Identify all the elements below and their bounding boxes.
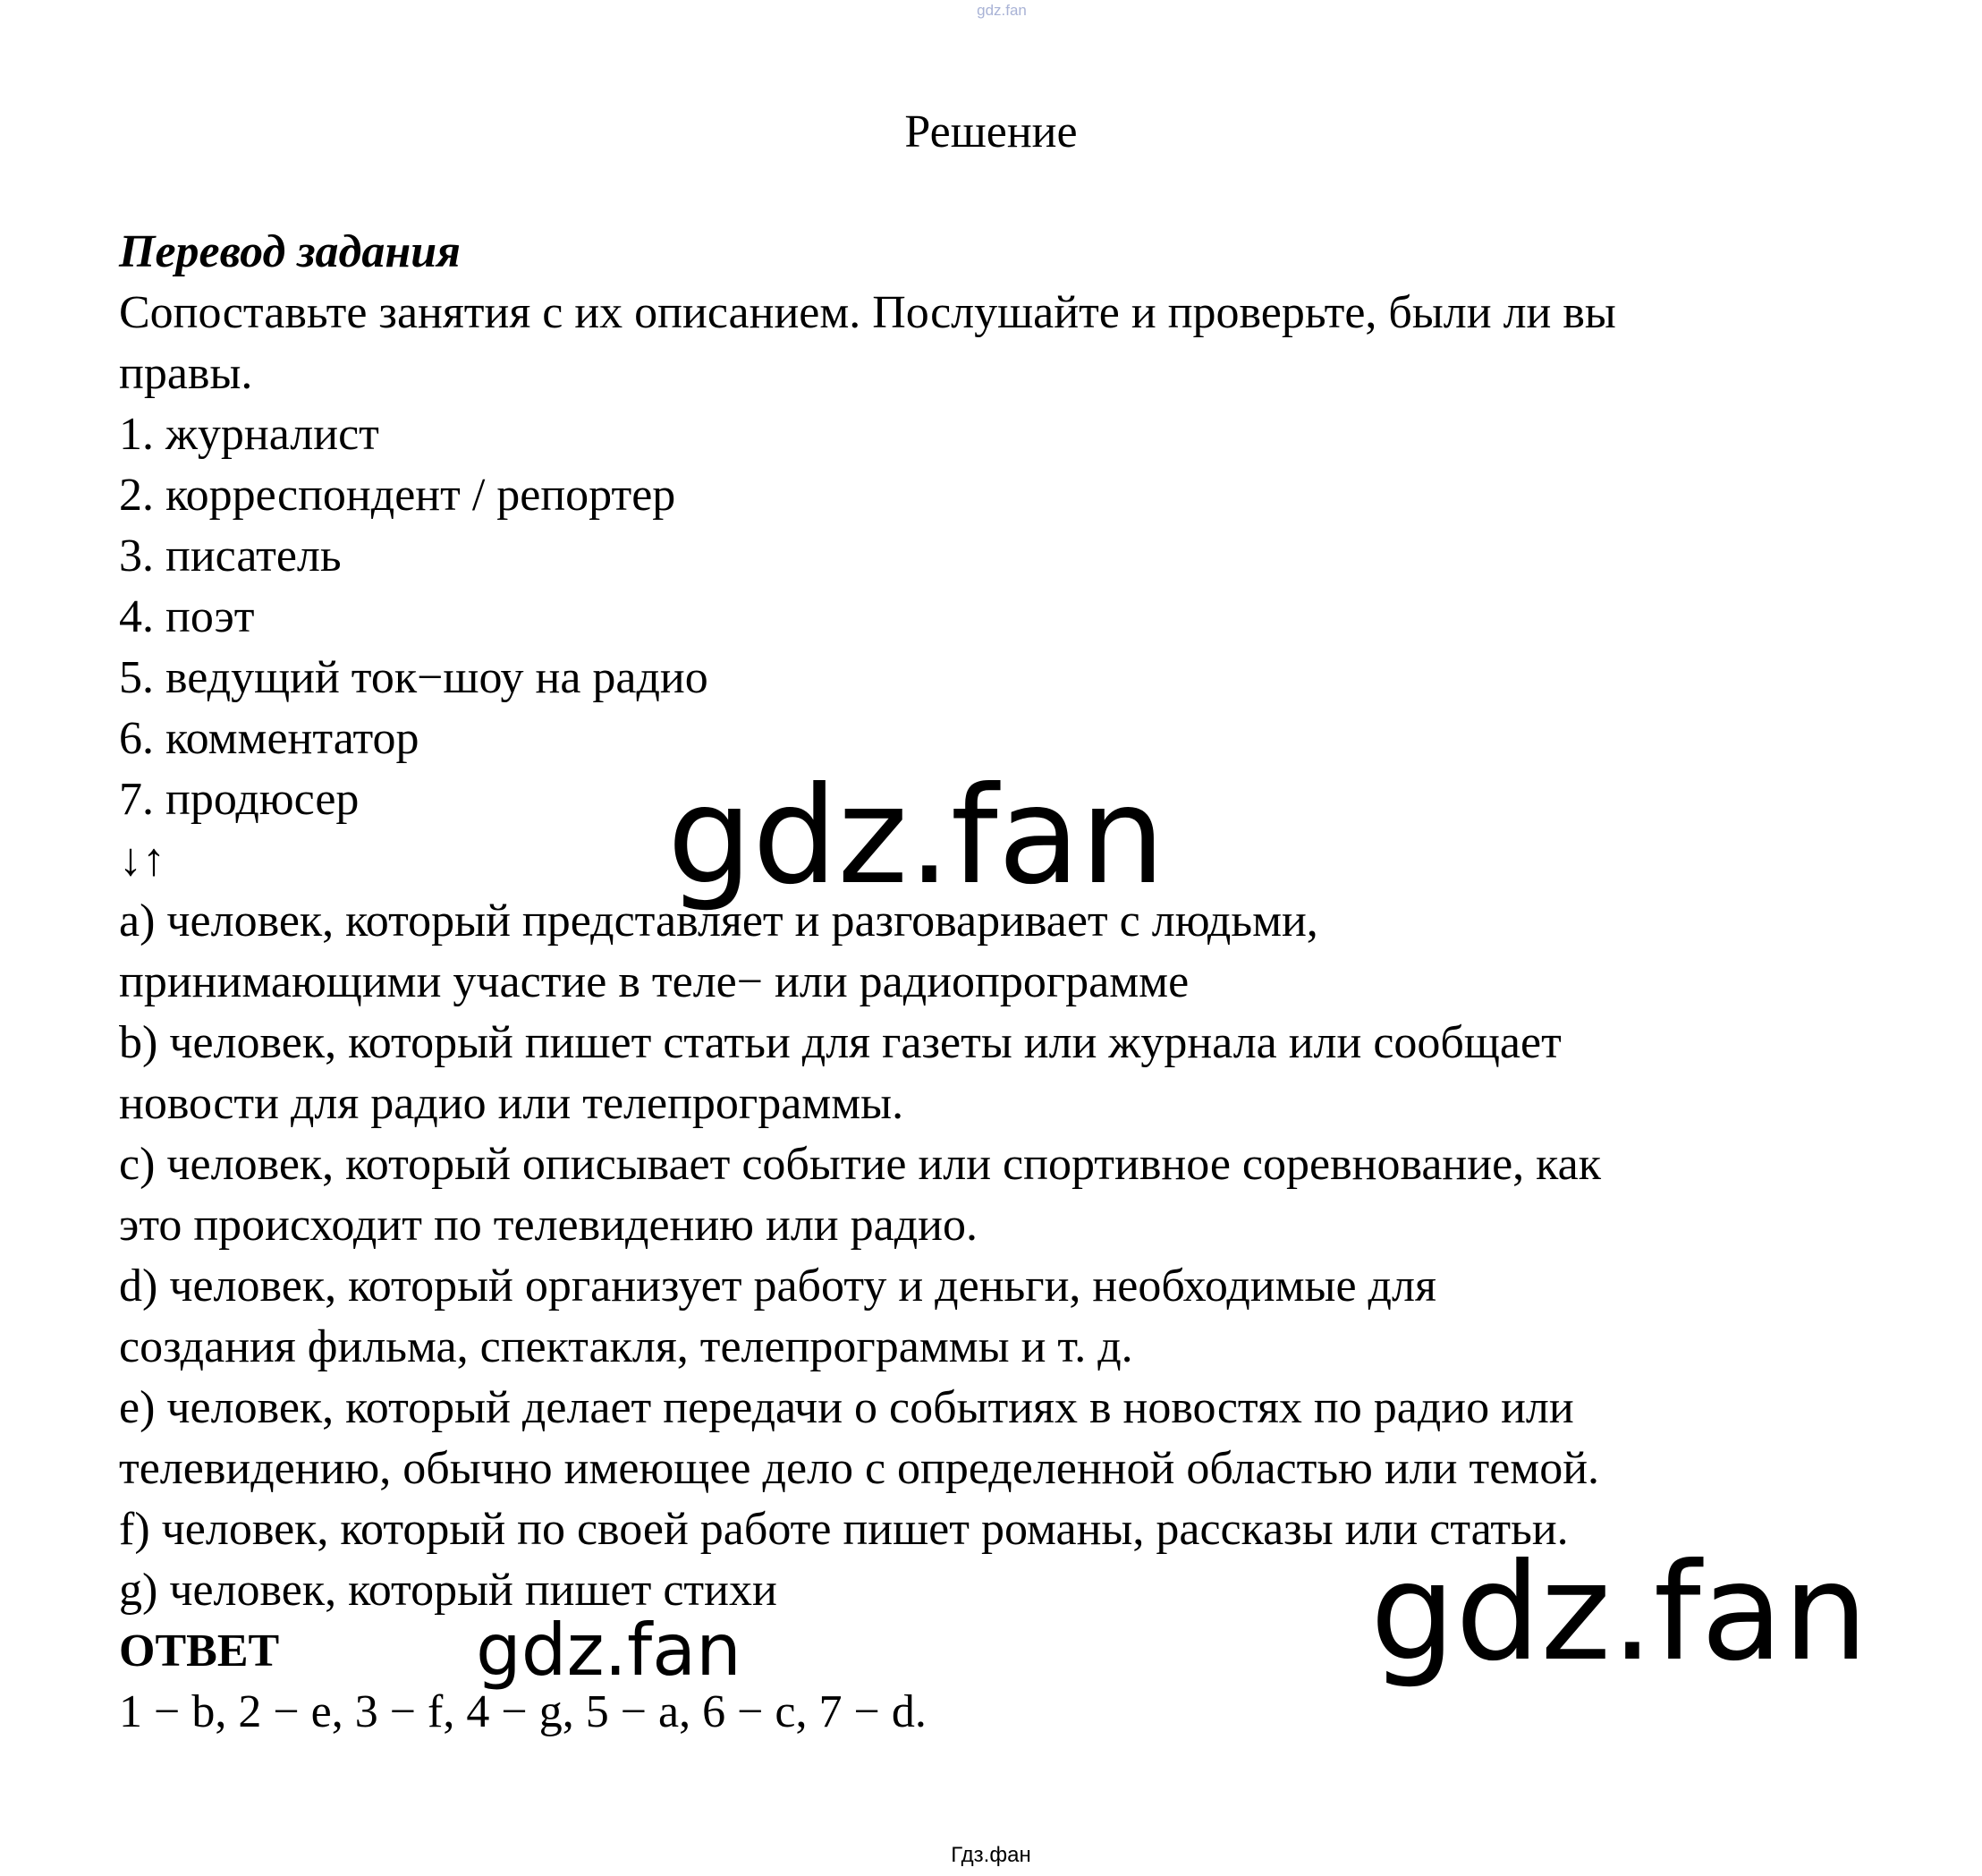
description-line: это происходит по телевидению или радио.	[119, 1200, 978, 1251]
occupation-item: 5. ведущий ток−шоу на радио	[119, 652, 708, 703]
description-line: создания фильма, спектакля, телепрограммы и т. д.	[119, 1321, 1133, 1372]
description-line: телевидению, обычно имеющее дело с определенной областью или темой.	[119, 1443, 1600, 1494]
occupation-item: 2. корреспондент / репортер	[119, 470, 676, 521]
occupation-item: 4. поэт	[119, 591, 255, 642]
occupation-item: 7. продюсер	[119, 774, 360, 825]
instruction-line: Сопоставьте занятия с их описанием. Послушайте и проверьте, были ли вы	[119, 287, 1616, 338]
occupation-item: 6. комментатор	[119, 713, 419, 764]
answer-title: ОТВЕТ	[119, 1626, 280, 1677]
description-line: b) человек, который пишет статьи для газеты или журнала или сообщает	[119, 1017, 1562, 1068]
occupation-item: 1. журналист	[119, 409, 379, 460]
top-watermark: gdz.fan	[977, 2, 1027, 19]
description-line: e) человек, который делает передачи о событиях в новостях по радио или	[119, 1382, 1574, 1433]
watermark-large-right: gdz.fan	[1370, 1535, 1868, 1691]
match-arrows: ↓↑	[119, 835, 165, 886]
description-line: a) человек, который представляет и разговаривает с людьми,	[119, 896, 1318, 946]
description-line: новости для радио или телепрограммы.	[119, 1078, 904, 1129]
watermark-large-center: gdz.fan	[667, 759, 1165, 914]
task-translation-title: Перевод задания	[119, 226, 461, 277]
footer-site-name: Гдз.фан	[951, 1843, 1031, 1867]
description-line: f) человек, который по своей работе пишет романы, рассказы или статьи.	[119, 1504, 1569, 1555]
answer-text: 1 − b, 2 − e, 3 − f, 4 − g, 5 − a, 6 − c, 7 − d.	[119, 1686, 927, 1737]
instruction-line: правы.	[119, 348, 253, 399]
watermark-small-answer: gdz.fan	[476, 1609, 741, 1692]
occupation-item: 3. писатель	[119, 531, 342, 581]
page-title: Решение	[904, 106, 1078, 157]
solution-body	[119, 222, 1908, 1743]
description-line: c) человек, который описывает событие или спортивное соревнование, как	[119, 1139, 1601, 1190]
description-line: принимающими участие в теле− или радиопрограмме	[119, 956, 1190, 1007]
description-line: g) человек, который пишет стихи	[119, 1565, 777, 1616]
description-line: d) человек, который организует работу и деньги, необходимые для	[119, 1261, 1436, 1312]
